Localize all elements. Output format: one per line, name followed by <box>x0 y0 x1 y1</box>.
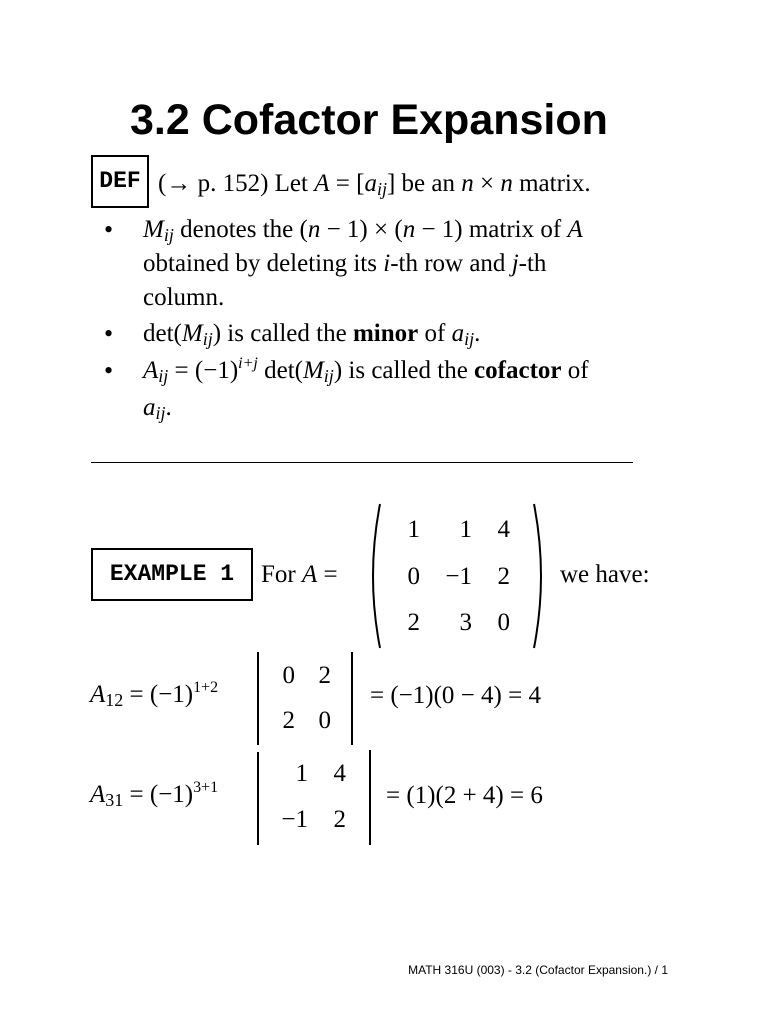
section-divider <box>91 462 633 463</box>
cofactor-a31-lhs: $A_{31} = (-1)^{3+1}$ <box>90 779 219 810</box>
right-parenthesis <box>530 502 550 650</box>
matrix-cell: 0 <box>497 609 510 636</box>
page-title: 3.2 Cofactor Expansion <box>130 96 608 144</box>
bullet-1-line-2: obtained by deleting its i-th row and j-th <box>143 250 547 277</box>
bullet-dot: • <box>104 356 114 385</box>
minor-cell: 0 <box>282 662 295 689</box>
bullet-1-line-1: $M_{ij}$ denotes the (n − 1) × (n − 1) matrix of A <box>143 216 583 245</box>
bullet-3-line-2: $a_{ij}$. <box>143 394 172 423</box>
bullet-dot: • <box>104 319 114 348</box>
minor-cell: 2 <box>333 806 346 833</box>
matrix-cell: 1 <box>459 516 472 543</box>
bullet-dot: • <box>104 215 114 244</box>
cofactor-a12-lhs: $A_{12} = (-1)^{1+2}$ <box>90 679 219 710</box>
matrix-cell: 3 <box>459 609 472 636</box>
cofactor-a31-result: = (1)(2 + 4) = 6 <box>386 782 543 809</box>
matrix-cell: 2 <box>497 563 510 590</box>
bullet-3-line-1: $A_{ij} = (-1)^{i+j}$ $\det(M_{ij})$ is called the cofactor of <box>143 355 589 386</box>
example-label: EXAMPLE 1 <box>91 548 253 601</box>
minor-cell: −1 <box>281 806 308 833</box>
minor-cell: 0 <box>318 707 331 734</box>
minor-cell: 2 <box>282 707 295 734</box>
cofactor-a12-result: = (−1)(0 − 4) = 4 <box>370 682 541 709</box>
page-footer: MATH 316U (003) - 3.2 (Cofactor Expansion.) / 1 <box>408 963 668 977</box>
matrix-cell: 1 <box>407 516 420 543</box>
matrix-cell: −1 <box>445 563 472 590</box>
matrix-cell: 2 <box>407 609 420 636</box>
matrix-cell: 0 <box>407 563 420 590</box>
determinant-bar-right <box>369 750 371 845</box>
bullet-2: $\det(M_{ij})$ is called the minor of $a_{ij}$. <box>143 320 481 349</box>
example-tail: we have: <box>560 561 650 588</box>
determinant-bar-right <box>351 652 353 745</box>
matrix-cell: 4 <box>497 516 510 543</box>
bullet-1-line-3: column. <box>143 284 225 311</box>
def-label: DEF <box>91 155 149 208</box>
minor-cell: 2 <box>318 662 331 689</box>
determinant-bar-left <box>257 752 259 845</box>
minor-cell: 1 <box>295 760 308 787</box>
minor-cell: 4 <box>333 760 346 787</box>
example-intro: For A = <box>261 561 338 588</box>
def-statement: (→ p. 152) Let $A = [a_{ij}]$ be an n × n matrix. <box>158 170 591 199</box>
